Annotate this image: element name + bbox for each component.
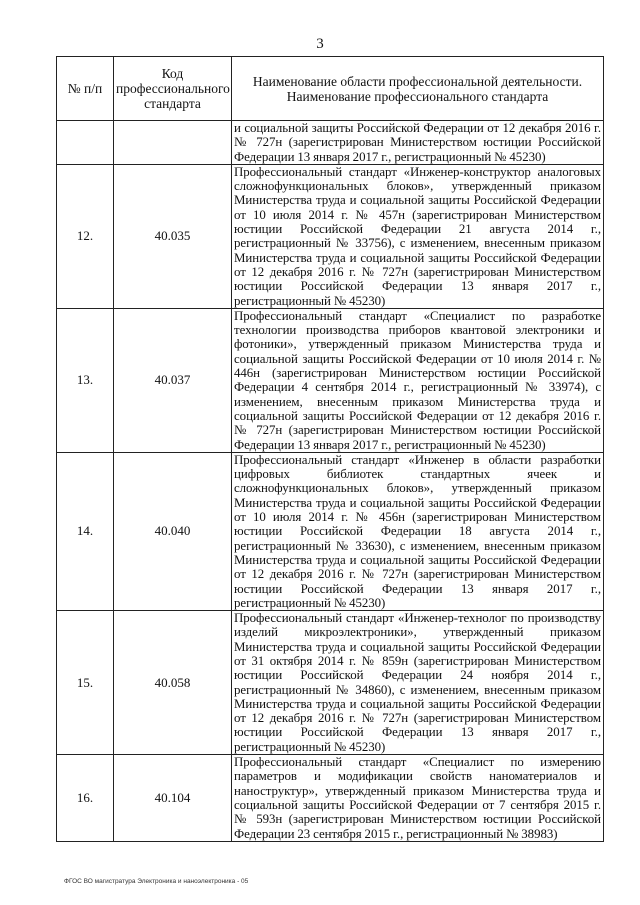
row-standard-code: 40.040 (114, 452, 232, 610)
row-standard-text: Профессиональный стандарт «Инженер-технолог по производству изделий микроэлектроники», утвержденный приказом Министерства труда и социальной защиты Российской Федерации от 31 октября 2014 г. № 859н (зарегистрирован Министерством юстиции Российской Федерации 24 ноября 2014 г., регистрационный № 34860), с изменением, внесенным приказом Министерства труда и социальной защиты Российской Федерации от 12 декабря 2016 г. № 727н (зарегистрирован Министерством юстиции Российской Федерации 13 января 2017 г., регистрационный № 45230) (232, 611, 604, 755)
row-standard-text: Профессиональный стандарт «Инженер в области разработки цифровых библиотек стандартных ячеек и сложнофункциональных блоков», утвержденный приказом Министерства труда и социальной защиты Российской Федерации от 10 июля 2014 г. № 456н (зарегистрирован Министерством юстиции Российской Федерации 18 августа 2014 г., регистрационный № 33630), с изменением, внесенным приказом Министерства труда и социальной защиты Российской Федерации от 12 декабря 2016 г. № 727н (зарегистрирован Министерством юстиции Российской Федерации 13 января 2017 г., регистрационный № 45230) (232, 452, 604, 610)
row-standard-code: 40.058 (114, 611, 232, 755)
row-number: 14. (57, 452, 114, 610)
table-header-row (57, 57, 604, 121)
header-standard-name: Наименование области профессиональной деятельности. Наименование профессионального стандарта (232, 57, 604, 121)
row-number: 12. (57, 164, 114, 308)
row-standard-code: 40.104 (114, 755, 232, 842)
table-row (57, 611, 604, 755)
table-row (57, 452, 604, 610)
continuation-code-cell (114, 121, 232, 165)
table-row (57, 308, 604, 452)
header-number: № п/п (57, 57, 114, 121)
header-standard-code: Код профессионального стандарта (114, 57, 232, 121)
table-row-continuation (57, 121, 604, 165)
row-number: 15. (57, 611, 114, 755)
row-standard-text: Профессиональный стандарт «Специалист по разработке технологии производства приборов квантовой электроники и фотоники», утвержденный приказом Министерства труда и социальной защиты Российской Федерации от 10 июля 2014 г. № 446н (зарегистрирован Министерством юстиции Российской Федерации 4 сентября 2014 г., регистрационный № 33974), с изменением, внесенным приказом Министерства труда и социальной защиты Российской Федерации от 12 декабря 2016 г. № 727н (зарегистрирован Министерством юстиции Российской Федерации 13 января 2017 г., регистрационный № 45230) (232, 308, 604, 452)
document-footer: ФГОС ВО магистратура Электроника и наноэлектроника - 05 (64, 878, 249, 885)
row-number: 13. (57, 308, 114, 452)
row-standard-code: 40.035 (114, 164, 232, 308)
row-standard-code: 40.037 (114, 308, 232, 452)
row-number: 16. (57, 755, 114, 842)
continuation-number-cell (57, 121, 114, 165)
row-standard-text: Профессиональный стандарт «Специалист по измерению параметров и модификации свойств наноматериалов и наноструктур», утвержденный приказом Министерства труда и социальной защиты Российской Федерации от 7 сентября 2015 г. № 593н (зарегистрирован Министерством юстиции Российской Федерации 23 сентября 2015 г., регистрационный № 38983) (232, 755, 604, 842)
row-standard-text: Профессиональный стандарт «Инженер-конструктор аналоговых сложнофункциональных блоков», утвержденный приказом Министерства труда и социальной защиты Российской Федерации от 10 июля 2014 г. № 457н (зарегистрирован Министерством юстиции Российской Федерации 21 августа 2014 г., регистрационный № 33756), с изменением, внесенным приказом Министерства труда и социальной защиты Российской Федерации от 12 декабря 2016 г. № 727н (зарегистрирован Министерством юстиции Российской Федерации 13 января 2017 г., регистрационный № 45230) (232, 164, 604, 308)
standards-table (56, 56, 604, 842)
table-row (57, 755, 604, 842)
page-number: 3 (316, 36, 324, 52)
continuation-text: и социальной защиты Российской Федерации от 12 декабря 2016 г. № 727н (зарегистрирован Министерством юстиции Российской Федерации 13 января 2017 г., регистрационный № 45230) (232, 121, 604, 165)
table-row (57, 164, 604, 308)
